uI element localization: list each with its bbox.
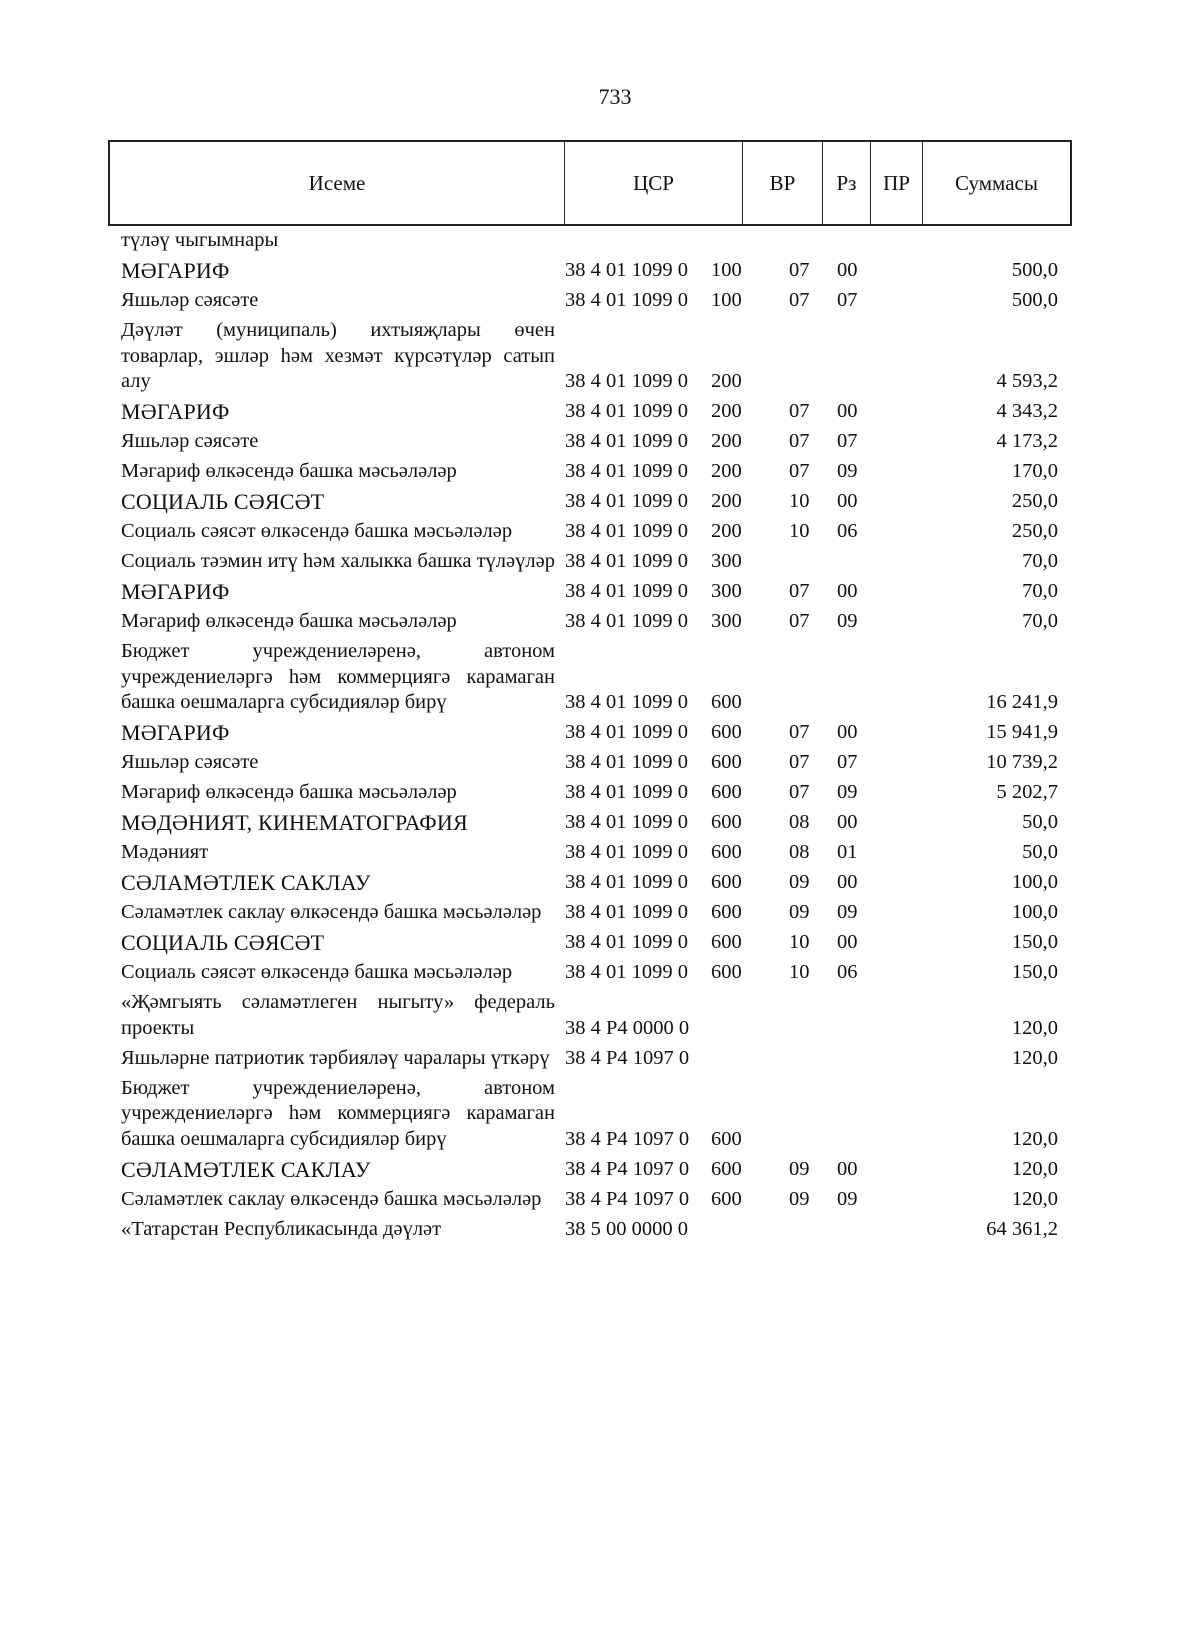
row-vr: 300: [711, 580, 742, 602]
row-pr: 09: [837, 460, 858, 482]
row-pr: 06: [837, 961, 858, 983]
table-row: [121, 930, 1071, 960]
row-sum: 120,0: [1011, 1016, 1058, 1039]
row-csr: 38 4 P4 1097 0: [565, 1157, 690, 1180]
row-rz: 10: [789, 931, 810, 953]
row-vr: 600: [711, 871, 742, 893]
row-rz: 07: [789, 580, 810, 602]
row-sum: 50,0: [1022, 841, 1058, 863]
table-row: [121, 750, 1071, 780]
table-row: [121, 579, 1071, 609]
row-csr: 38 4 01 1099 0: [565, 721, 688, 743]
row-sum: 500,0: [1011, 289, 1058, 311]
row-name: СӘЛАМӘТЛЕК САКЛАУ: [121, 870, 371, 895]
row-pr: 00: [837, 811, 858, 833]
header-rz: Рз: [823, 142, 871, 224]
row-rz: 10: [789, 520, 810, 542]
row-sum: 120,0: [1011, 1157, 1058, 1180]
row-csr: 38 4 01 1099 0: [565, 490, 688, 512]
row-sum: 10 739,2: [986, 751, 1058, 773]
row-sum: 70,0: [1022, 550, 1058, 572]
table-row: [121, 780, 1071, 810]
row-vr: 600: [711, 1187, 742, 1210]
row-vr: 200: [711, 490, 742, 512]
table-body: [121, 228, 1071, 1247]
row-csr: 38 4 P4 0000 0: [565, 1016, 690, 1039]
row-name: МӘГАРИФ: [121, 399, 230, 424]
row-name: Сәламәтлек саклау өлкәсендә башка мәсьәләләр: [121, 901, 542, 923]
row-sum: 250,0: [1011, 520, 1058, 542]
row-sum: 120,0: [1011, 1046, 1058, 1069]
row-name: Мәдәният: [121, 841, 209, 863]
row-pr: 00: [837, 259, 858, 281]
row-csr: 38 4 P4 1097 0: [565, 1127, 690, 1150]
row-csr: 38 4 P4 1097 0: [565, 1187, 690, 1210]
row-sum: 150,0: [1011, 931, 1058, 953]
row-csr: 38 4 01 1099 0: [565, 289, 688, 311]
page-number: 733: [598, 84, 632, 109]
row-csr: 38 4 01 1099 0: [565, 781, 688, 803]
table-row: [121, 549, 1071, 579]
row-name: Яшьләрне патриотик тәрбияләү чаралары үткәрү: [121, 1046, 550, 1069]
row-pr: 07: [837, 430, 858, 452]
row-csr: 38 4 01 1099 0: [565, 811, 688, 833]
row-sum: 150,0: [1011, 961, 1058, 983]
row-name: Яшьләр сәясәте: [121, 430, 259, 452]
row-pr: 00: [837, 931, 858, 953]
row-csr: 38 4 01 1099 0: [565, 841, 688, 863]
row-rz: 08: [789, 811, 810, 833]
row-sum: 4 173,2: [996, 430, 1058, 452]
table-header: [108, 140, 1072, 226]
row-rz: 10: [789, 961, 810, 983]
table-row: [121, 870, 1071, 900]
row-pr: 07: [837, 289, 858, 311]
row-sum: 4 593,2: [996, 370, 1058, 392]
row-csr: 38 4 01 1099 0: [565, 931, 688, 953]
table-row: [121, 1157, 1071, 1187]
table-row: [121, 720, 1071, 750]
row-rz: 08: [789, 841, 810, 863]
table-row: [121, 519, 1071, 549]
row-name: СӘЛАМӘТЛЕК САКЛАУ: [121, 1156, 371, 1182]
row-vr: 600: [711, 691, 742, 713]
row-csr: 38 4 01 1099 0: [565, 520, 688, 542]
row-rz: 09: [789, 1157, 810, 1180]
row-sum: 50,0: [1022, 811, 1058, 833]
row-name: Мәгариф өлкәсендә башка мәсьәләләр: [121, 781, 457, 803]
table-row: [121, 1217, 1071, 1247]
table-row: [121, 228, 1071, 258]
table-row: [121, 399, 1071, 429]
row-name: Яшьләр сәясәте: [121, 289, 259, 311]
row-vr: 600: [711, 811, 742, 833]
row-pr: 07: [837, 751, 858, 773]
row-name: Яшьләр сәясәте: [121, 751, 259, 773]
row-vr: 200: [711, 430, 742, 452]
row-rz: 07: [789, 289, 810, 311]
table-row: [121, 1046, 1071, 1076]
row-name: СОЦИАЛЬ СӘЯСӘТ: [121, 930, 325, 955]
row-name: МӘГАРИФ: [121, 720, 230, 745]
row-csr: 38 4 01 1099 0: [565, 430, 688, 452]
table-row: [121, 900, 1071, 930]
row-vr: 600: [711, 1157, 742, 1180]
row-name: МӘГАРИФ: [121, 579, 230, 604]
row-vr: 300: [711, 610, 742, 632]
row-name: Дәүләт (муниципаль) ихтыяҗлары өчен товарлар, эшләр һәм хезмәт күрсәтүләр сатып алу: [121, 319, 555, 392]
row-rz: 07: [789, 781, 810, 803]
row-csr: 38 4 01 1099 0: [565, 370, 688, 392]
row-name: Бюджет учреждениеләренә, автоном учреждениеләргә һәм коммерциягә карамаган башка оешмаларга субсидияләр бирү: [121, 1076, 555, 1150]
row-rz: 07: [789, 721, 810, 743]
header-name: Исеме: [110, 142, 565, 224]
table-row: [121, 288, 1071, 318]
row-pr: 00: [837, 580, 858, 602]
table-row: [121, 1076, 1071, 1157]
row-vr: 100: [711, 259, 742, 281]
row-name: Мәгариф өлкәсендә башка мәсьәләләр: [121, 610, 457, 632]
header-vr: ВР: [743, 142, 823, 224]
row-csr: 38 4 01 1099 0: [565, 550, 688, 572]
row-sum: 100,0: [1011, 901, 1058, 923]
row-vr: 600: [711, 841, 742, 863]
row-vr: 200: [711, 460, 742, 482]
row-sum: 100,0: [1011, 871, 1058, 893]
row-sum: 70,0: [1022, 610, 1058, 632]
row-pr: 00: [837, 400, 858, 422]
row-sum: 4 343,2: [996, 400, 1058, 422]
row-pr: 01: [837, 841, 858, 863]
table-row: [121, 258, 1071, 288]
table-row: [121, 459, 1071, 489]
table-row: [121, 960, 1071, 990]
table-row: [121, 990, 1071, 1046]
row-name: Социаль сәясәт өлкәсендә башка мәсьәләләр: [121, 961, 513, 983]
row-rz: 10: [789, 490, 810, 512]
row-name: Сәламәтлек саклау өлкәсендә башка мәсьәләләр: [121, 1187, 542, 1210]
row-name: СОЦИАЛЬ СӘЯСӘТ: [121, 489, 325, 514]
row-vr: 600: [711, 931, 742, 953]
row-sum: 16 241,9: [986, 691, 1058, 713]
row-pr: 09: [837, 610, 858, 632]
row-name: Мәгариф өлкәсендә башка мәсьәләләр: [121, 460, 457, 482]
row-rz: 07: [789, 400, 810, 422]
row-csr: 38 4 01 1099 0: [565, 961, 688, 983]
row-name: Бюджет учреждениеләренә, автоном учреждениеләргә һәм коммерциягә карамаган башка оешмаларга субсидияләр бирү: [121, 640, 555, 713]
row-vr: 600: [711, 961, 742, 983]
row-rz: 07: [789, 751, 810, 773]
table-row: [121, 429, 1071, 459]
row-sum: 64 361,2: [986, 1217, 1058, 1240]
row-csr: 38 4 P4 1097 0: [565, 1046, 690, 1069]
row-vr: 600: [711, 751, 742, 773]
table-row: [121, 639, 1071, 720]
row-pr: 00: [837, 871, 858, 893]
table-row: [121, 1187, 1071, 1217]
row-vr: 600: [711, 781, 742, 803]
row-sum: 120,0: [1011, 1127, 1058, 1150]
row-name: Социаль тәэмин итү һәм халыкка башка түләүләр: [121, 550, 555, 572]
row-csr: 38 4 01 1099 0: [565, 871, 688, 893]
row-rz: 07: [789, 430, 810, 452]
row-vr: 200: [711, 370, 742, 392]
row-vr: 300: [711, 550, 742, 572]
row-rz: 07: [789, 610, 810, 632]
row-pr: 00: [837, 721, 858, 743]
table-row: [121, 840, 1071, 870]
row-rz: 07: [789, 259, 810, 281]
row-name: МӘГАРИФ: [121, 258, 230, 283]
row-sum: 15 941,9: [986, 721, 1058, 743]
row-csr: 38 4 01 1099 0: [565, 259, 688, 281]
row-rz: 09: [789, 1187, 810, 1210]
row-csr: 38 4 01 1099 0: [565, 580, 688, 602]
row-name: «Җәмгыять сәламәтлеген ныгыту» федераль проекты: [121, 991, 555, 1039]
table-row: [121, 489, 1071, 519]
row-name: МӘДӘНИЯТ, КИНЕМАТОГРАФИЯ: [121, 810, 468, 835]
row-pr: 09: [837, 1187, 858, 1210]
table-row: [121, 609, 1071, 639]
row-pr: 00: [837, 490, 858, 512]
row-pr: 00: [837, 1157, 858, 1180]
row-csr: 38 5 00 0000 0: [565, 1217, 688, 1240]
header-pr: ПР: [871, 142, 923, 224]
header-csr: ЦСР: [565, 142, 743, 224]
row-sum: 250,0: [1011, 490, 1058, 512]
row-vr: 600: [711, 901, 742, 923]
row-name: Социаль сәясәт өлкәсендә башка мәсьәләләр: [121, 520, 513, 542]
row-sum: 120,0: [1011, 1187, 1058, 1210]
row-name: «Татарстан Республикасында дәүләт: [121, 1217, 442, 1240]
row-rz: 09: [789, 871, 810, 893]
header-sum: Суммасы: [955, 170, 1038, 195]
row-sum: 5 202,7: [996, 781, 1058, 803]
row-csr: 38 4 01 1099 0: [565, 691, 688, 713]
row-pr: 06: [837, 520, 858, 542]
row-sum: 170,0: [1011, 460, 1058, 482]
row-csr: 38 4 01 1099 0: [565, 460, 688, 482]
row-csr: 38 4 01 1099 0: [565, 901, 688, 923]
row-pr: 09: [837, 901, 858, 923]
table-row: [121, 318, 1071, 399]
row-csr: 38 4 01 1099 0: [565, 400, 688, 422]
row-vr: 100: [711, 289, 742, 311]
row-rz: 07: [789, 460, 810, 482]
row-pr: 09: [837, 781, 858, 803]
row-vr: 600: [711, 1127, 742, 1150]
row-vr: 200: [711, 400, 742, 422]
row-sum: 500,0: [1011, 259, 1058, 281]
row-name: түләү чыгымнары: [121, 229, 279, 251]
row-rz: 09: [789, 901, 810, 923]
row-sum: 70,0: [1022, 580, 1058, 602]
row-vr: 200: [711, 520, 742, 542]
table-row: [121, 810, 1071, 840]
row-csr: 38 4 01 1099 0: [565, 610, 688, 632]
row-vr: 600: [711, 721, 742, 743]
row-csr: 38 4 01 1099 0: [565, 751, 688, 773]
